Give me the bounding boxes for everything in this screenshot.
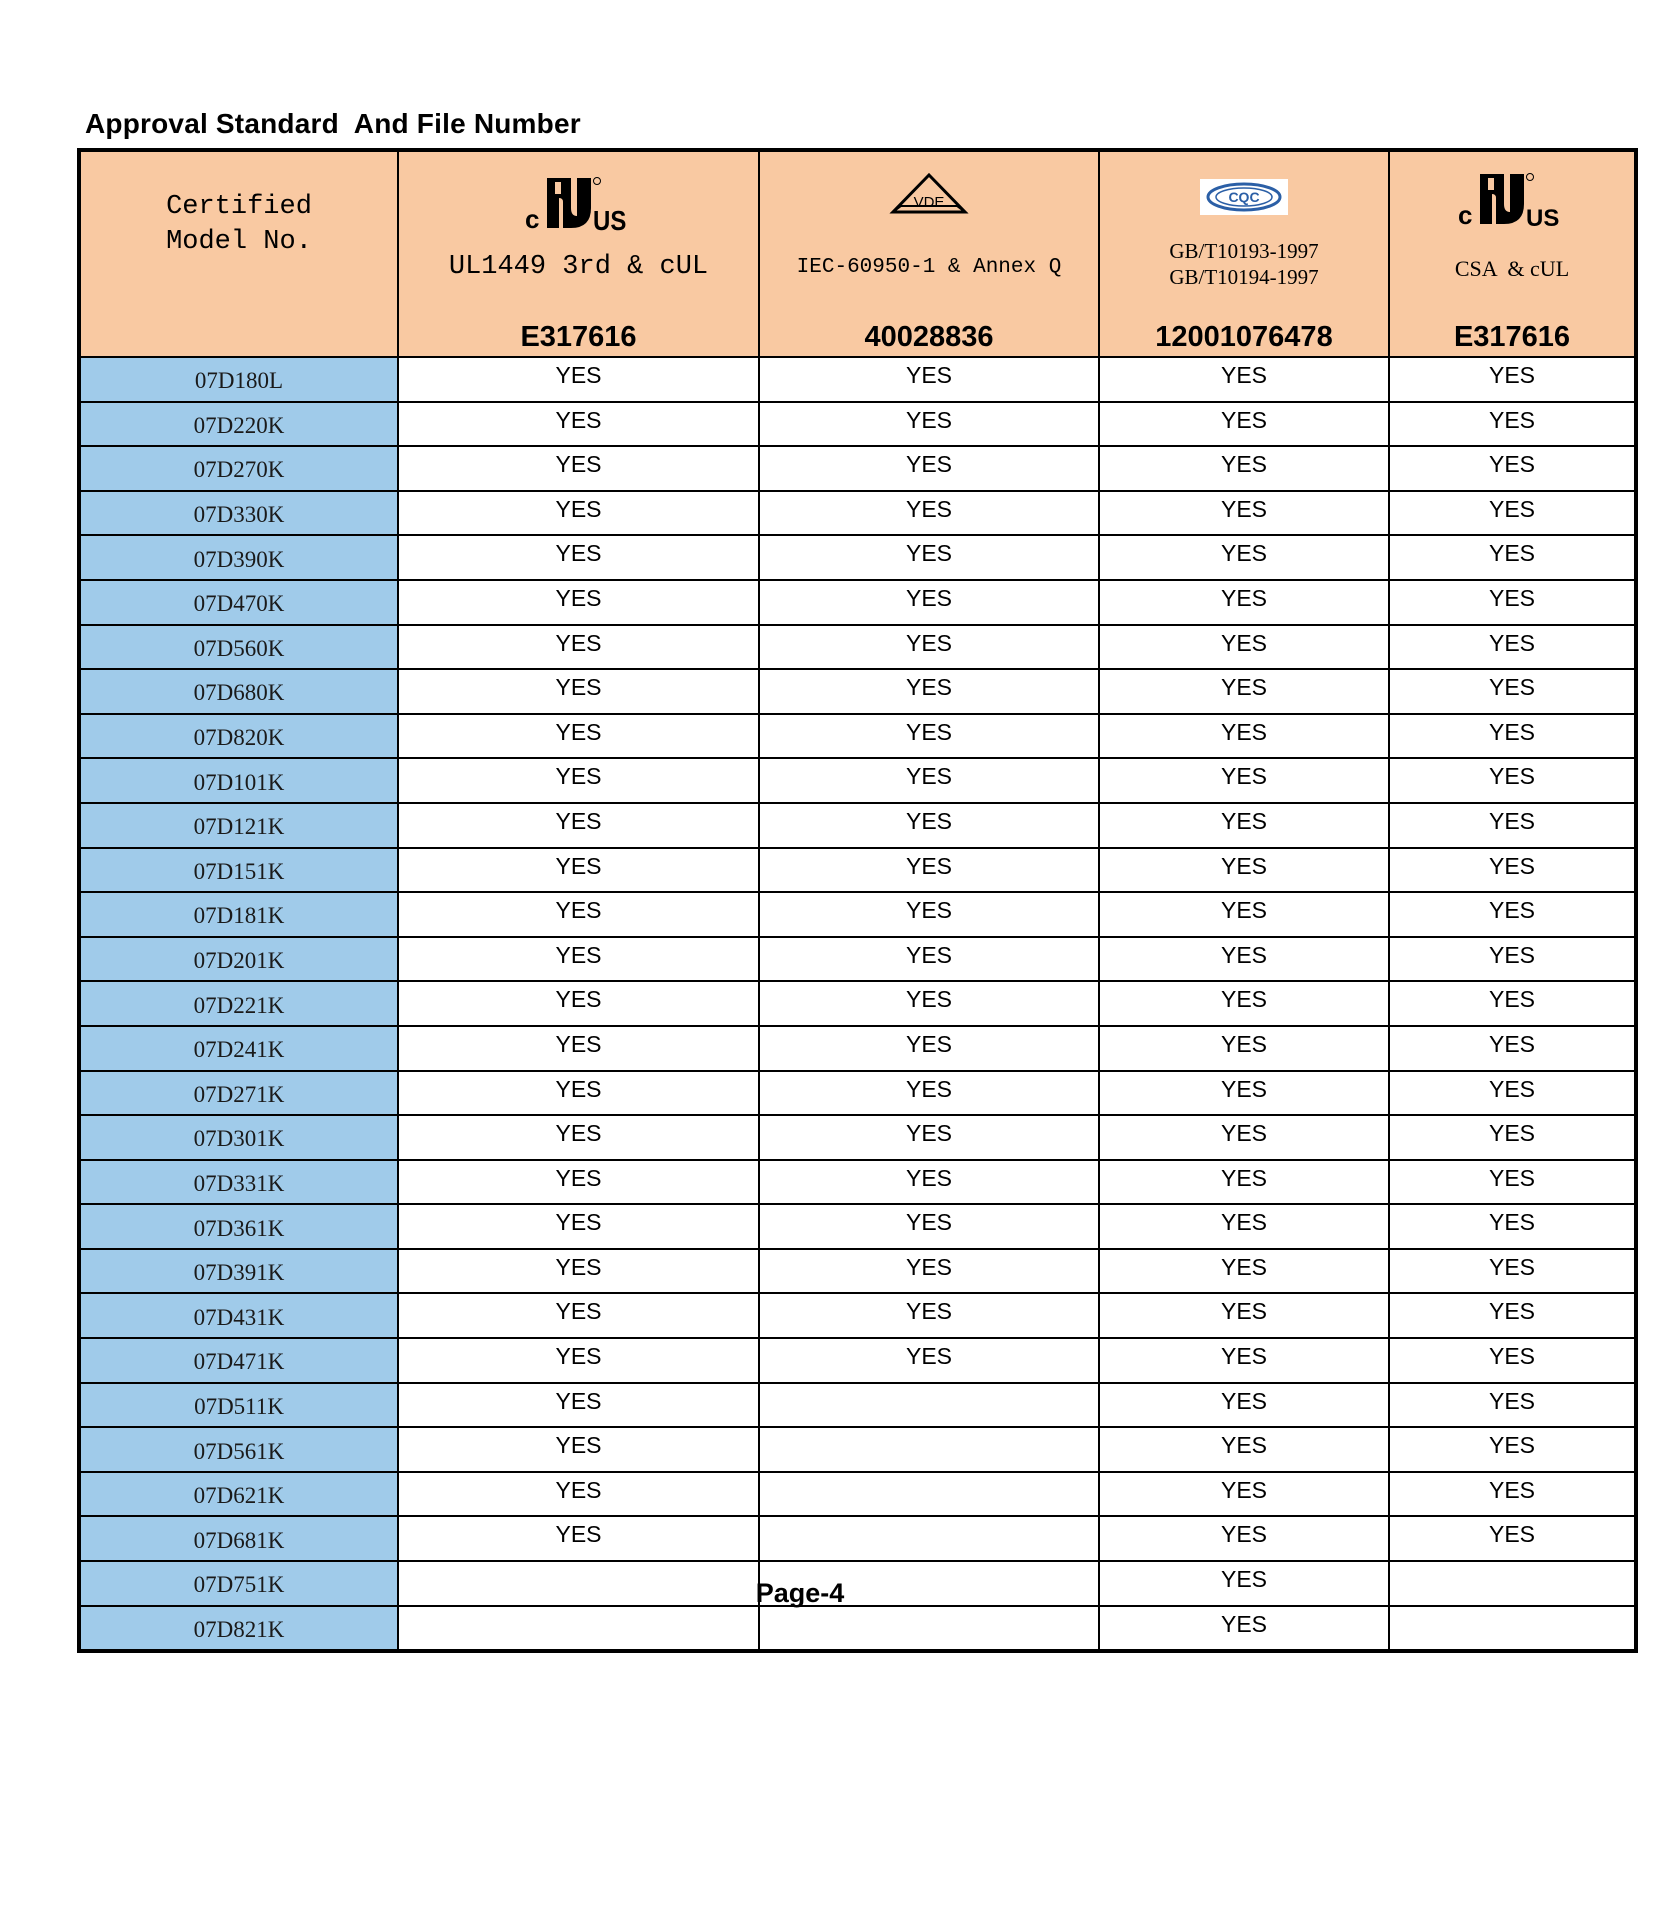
csa-approval-cell: YES	[1389, 892, 1636, 937]
cqc-approval-cell: YES	[1099, 357, 1389, 402]
csa-approval-cell: YES	[1389, 1115, 1636, 1160]
svg-text:c: c	[524, 204, 539, 234]
model-number-cell: 07D121K	[79, 803, 398, 848]
cqc-approval-cell: YES	[1099, 848, 1389, 893]
csa-approval-cell: YES	[1389, 1293, 1636, 1338]
cqc-approval-cell: YES	[1099, 402, 1389, 447]
model-number-cell: 07D391K	[79, 1249, 398, 1294]
vde-triangle-icon	[760, 172, 1098, 218]
cqc-approval-cell: YES	[1099, 1115, 1389, 1160]
ul-approval-cell: YES	[398, 848, 759, 893]
cqc-approval-cell: YES	[1099, 1026, 1389, 1071]
cqc-approval-cell: YES	[1099, 625, 1389, 670]
ul-approval-cell: YES	[398, 981, 759, 1026]
ul-approval-cell: YES	[398, 535, 759, 580]
ul-approval-cell	[398, 1606, 759, 1652]
vde-approval-cell: YES	[759, 1293, 1099, 1338]
vde-approval-cell	[759, 1427, 1099, 1472]
table-row	[79, 1249, 1636, 1294]
ul-approval-cell: YES	[398, 892, 759, 937]
svg-text:US: US	[1526, 205, 1560, 230]
cqc-approval-cell: YES	[1099, 669, 1389, 714]
ul-approval-cell: YES	[398, 1026, 759, 1071]
table-row	[79, 1427, 1636, 1472]
file-number-ul: E317616	[520, 321, 637, 353]
cqc-approval-cell: YES	[1099, 1204, 1389, 1249]
svg-text:CQC: CQC	[1228, 189, 1260, 205]
table-row	[79, 803, 1636, 848]
table-row	[79, 937, 1636, 982]
ul-approval-cell: YES	[398, 1249, 759, 1294]
model-number-cell: 07D681K	[79, 1516, 398, 1561]
vde-approval-cell	[759, 1516, 1099, 1561]
table-row	[79, 535, 1636, 580]
cqc-approval-cell: YES	[1099, 1561, 1389, 1606]
ul-approval-cell: YES	[398, 402, 759, 447]
table-row	[79, 446, 1636, 491]
table-row	[79, 758, 1636, 803]
table-row	[79, 580, 1636, 625]
vde-approval-cell: YES	[759, 491, 1099, 536]
ul-approval-cell: YES	[398, 669, 759, 714]
table-row	[79, 1115, 1636, 1160]
table-row	[79, 402, 1636, 447]
ul-approval-cell: YES	[398, 937, 759, 982]
model-number-cell: 07D751K	[79, 1561, 398, 1606]
cqc-approval-cell: YES	[1099, 758, 1389, 803]
standard-ul1449: UL1449 3rd & cUL	[448, 252, 709, 282]
table-row	[79, 669, 1636, 714]
cqc-approval-cell: YES	[1099, 1160, 1389, 1205]
cqc-approval-cell: YES	[1099, 1071, 1389, 1116]
cqc-approval-cell: YES	[1099, 580, 1389, 625]
vde-approval-cell	[759, 1472, 1099, 1517]
ul-approval-cell: YES	[398, 1115, 759, 1160]
csa-approval-cell: YES	[1389, 580, 1636, 625]
ul-approval-cell: YES	[398, 1338, 759, 1383]
csa-approval-cell: YES	[1389, 402, 1636, 447]
csa-approval-cell: YES	[1389, 848, 1636, 893]
ul-approval-cell: YES	[398, 1160, 759, 1205]
ul-approval-cell: YES	[398, 491, 759, 536]
table-body	[79, 357, 1636, 1651]
vde-approval-cell	[759, 1383, 1099, 1428]
model-number-cell: 07D361K	[79, 1204, 398, 1249]
vde-approval-cell: YES	[759, 848, 1099, 893]
csa-approval-cell: YES	[1389, 1427, 1636, 1472]
vde-approval-cell: YES	[759, 1204, 1099, 1249]
model-number-cell: 07D271K	[79, 1071, 398, 1116]
model-number-cell: 07D470K	[79, 580, 398, 625]
vde-approval-cell: YES	[759, 1249, 1099, 1294]
header-certified-model-no: Certified Model No.	[79, 150, 398, 357]
svg-text:VDE: VDE	[913, 194, 945, 211]
csa-approval-cell: YES	[1389, 1160, 1636, 1205]
model-number-cell: 07D331K	[79, 1160, 398, 1205]
vde-approval-cell: YES	[759, 580, 1099, 625]
model-number-cell: 07D221K	[79, 981, 398, 1026]
cqc-approval-cell: YES	[1099, 1293, 1389, 1338]
vde-approval-cell: YES	[759, 669, 1099, 714]
model-number-cell: 07D201K	[79, 937, 398, 982]
ul-recognized-c-us-icon	[399, 172, 758, 234]
model-number-cell: 07D511K	[79, 1383, 398, 1428]
ul-approval-cell: YES	[398, 580, 759, 625]
ul-approval-cell: YES	[398, 1204, 759, 1249]
ul-approval-cell: YES	[398, 1472, 759, 1517]
standard-gbt10193: GB/T10193-1997	[1169, 239, 1319, 263]
table-row	[79, 1383, 1636, 1428]
approval-table	[77, 148, 1638, 1653]
csa-approval-cell: YES	[1389, 1249, 1636, 1294]
model-number-cell: 07D431K	[79, 1293, 398, 1338]
csa-approval-cell: YES	[1389, 981, 1636, 1026]
cqc-approval-cell: YES	[1099, 1383, 1389, 1428]
ul-approval-cell: YES	[398, 714, 759, 759]
vde-approval-cell: YES	[759, 892, 1099, 937]
model-number-cell: 07D181K	[79, 892, 398, 937]
model-number-cell: 07D821K	[79, 1606, 398, 1652]
model-number-cell: 07D680K	[79, 669, 398, 714]
model-number-cell: 07D101K	[79, 758, 398, 803]
csa-approval-cell: YES	[1389, 669, 1636, 714]
cqc-approval-cell: YES	[1099, 491, 1389, 536]
standard-csa-cul: CSA & cUL	[1454, 256, 1570, 281]
vde-approval-cell: YES	[759, 1160, 1099, 1205]
vde-approval-cell: YES	[759, 758, 1099, 803]
vde-approval-cell: YES	[759, 1338, 1099, 1383]
cqc-approval-cell: YES	[1099, 1338, 1389, 1383]
model-number-cell: 07D180L	[79, 357, 398, 402]
ul-approval-cell: YES	[398, 1427, 759, 1472]
header-iec60950	[759, 150, 1099, 357]
table-row	[79, 1516, 1636, 1561]
csa-approval-cell: YES	[1389, 758, 1636, 803]
ul-approval-cell: YES	[398, 758, 759, 803]
svg-text:US: US	[592, 206, 626, 234]
model-number-cell: 07D220K	[79, 402, 398, 447]
cqc-approval-cell: YES	[1099, 535, 1389, 580]
vde-approval-cell: YES	[759, 535, 1099, 580]
vde-approval-cell: YES	[759, 402, 1099, 447]
csa-approval-cell: YES	[1389, 803, 1636, 848]
model-number-cell: 07D390K	[79, 535, 398, 580]
table-row	[79, 848, 1636, 893]
header-csa-cul	[1389, 150, 1636, 357]
file-number-cqc: 12001076478	[1155, 321, 1333, 353]
cqc-approval-cell: YES	[1099, 1606, 1389, 1652]
cqc-approval-cell: YES	[1099, 1472, 1389, 1517]
vde-approval-cell: YES	[759, 446, 1099, 491]
svg-text:c: c	[1458, 200, 1473, 230]
cqc-approval-cell: YES	[1099, 1516, 1389, 1561]
model-number-cell: 07D151K	[79, 848, 398, 893]
cqc-globe-icon	[1100, 178, 1388, 216]
table-row	[79, 491, 1636, 536]
csa-approval-cell: YES	[1389, 1516, 1636, 1561]
csa-approval-cell: YES	[1389, 357, 1636, 402]
cqc-approval-cell: YES	[1099, 1249, 1389, 1294]
csa-approval-cell: YES	[1389, 1204, 1636, 1249]
file-number-vde: 40028836	[864, 321, 994, 353]
ul-approval-cell: YES	[398, 1293, 759, 1338]
model-number-cell: 07D301K	[79, 1115, 398, 1160]
header-ul1449	[398, 150, 759, 357]
model-number-cell: 07D330K	[79, 491, 398, 536]
model-number-cell: 07D561K	[79, 1427, 398, 1472]
csa-approval-cell: YES	[1389, 1383, 1636, 1428]
csa-approval-cell: YES	[1389, 1071, 1636, 1116]
table-row	[79, 1606, 1636, 1652]
cqc-approval-cell: YES	[1099, 937, 1389, 982]
csa-approval-cell: YES	[1389, 491, 1636, 536]
vde-approval-cell: YES	[759, 1115, 1099, 1160]
ul-approval-cell: YES	[398, 357, 759, 402]
csa-approval-cell: YES	[1389, 446, 1636, 491]
table-row	[79, 892, 1636, 937]
csa-approval-cell: YES	[1389, 937, 1636, 982]
vde-approval-cell: YES	[759, 981, 1099, 1026]
ul-approval-cell: YES	[398, 1383, 759, 1428]
table-row	[79, 714, 1636, 759]
table-row	[79, 1026, 1636, 1071]
file-number-csa: E317616	[1453, 321, 1571, 353]
model-number-cell: 07D270K	[79, 446, 398, 491]
ul-approval-cell: YES	[398, 446, 759, 491]
vde-approval-cell: YES	[759, 714, 1099, 759]
cqc-approval-cell: YES	[1099, 981, 1389, 1026]
csa-approval-cell: YES	[1389, 1026, 1636, 1071]
vde-approval-cell: YES	[759, 357, 1099, 402]
cqc-approval-cell: YES	[1099, 892, 1389, 937]
vde-approval-cell: YES	[759, 625, 1099, 670]
model-number-cell: 07D241K	[79, 1026, 398, 1071]
csa-approval-cell: YES	[1389, 625, 1636, 670]
table-row	[79, 625, 1636, 670]
vde-approval-cell: YES	[759, 1071, 1099, 1116]
csa-approval-cell: YES	[1389, 714, 1636, 759]
csa-approval-cell: YES	[1389, 1338, 1636, 1383]
ul-approval-cell: YES	[398, 803, 759, 848]
ul-approval-cell: YES	[398, 625, 759, 670]
table-row	[79, 1071, 1636, 1116]
cqc-approval-cell: YES	[1099, 803, 1389, 848]
cqc-approval-cell: YES	[1099, 1427, 1389, 1472]
table-row	[79, 1160, 1636, 1205]
model-number-cell: 07D560K	[79, 625, 398, 670]
header-gbt10193	[1099, 150, 1389, 357]
csa-approval-cell: YES	[1389, 535, 1636, 580]
table-row	[79, 1338, 1636, 1383]
cqc-approval-cell: YES	[1099, 714, 1389, 759]
csa-approval-cell	[1389, 1606, 1636, 1652]
table-row	[79, 1293, 1636, 1338]
standard-gbt10194: GB/T10194-1997	[1169, 265, 1319, 289]
table-row	[79, 357, 1636, 402]
ul-approval-cell: YES	[398, 1516, 759, 1561]
ul-recognized-c-us-icon	[1390, 168, 1634, 230]
cqc-approval-cell: YES	[1099, 446, 1389, 491]
page-number: Page-4	[755, 1578, 845, 1608]
ul-approval-cell: YES	[398, 1071, 759, 1116]
table-row	[79, 981, 1636, 1026]
model-number-cell: 07D820K	[79, 714, 398, 759]
table-row	[79, 1472, 1636, 1517]
vde-approval-cell: YES	[759, 937, 1099, 982]
page-title: Approval Standard And File Number	[85, 108, 581, 139]
vde-approval-cell: YES	[759, 1026, 1099, 1071]
vde-approval-cell: YES	[759, 803, 1099, 848]
standard-iec60950: IEC-60950-1 & Annex Q	[796, 256, 1062, 279]
model-number-cell: 07D621K	[79, 1472, 398, 1517]
vde-approval-cell	[759, 1606, 1099, 1652]
csa-approval-cell: YES	[1389, 1472, 1636, 1517]
header-row	[79, 150, 1636, 357]
table-row	[79, 1204, 1636, 1249]
model-number-cell: 07D471K	[79, 1338, 398, 1383]
